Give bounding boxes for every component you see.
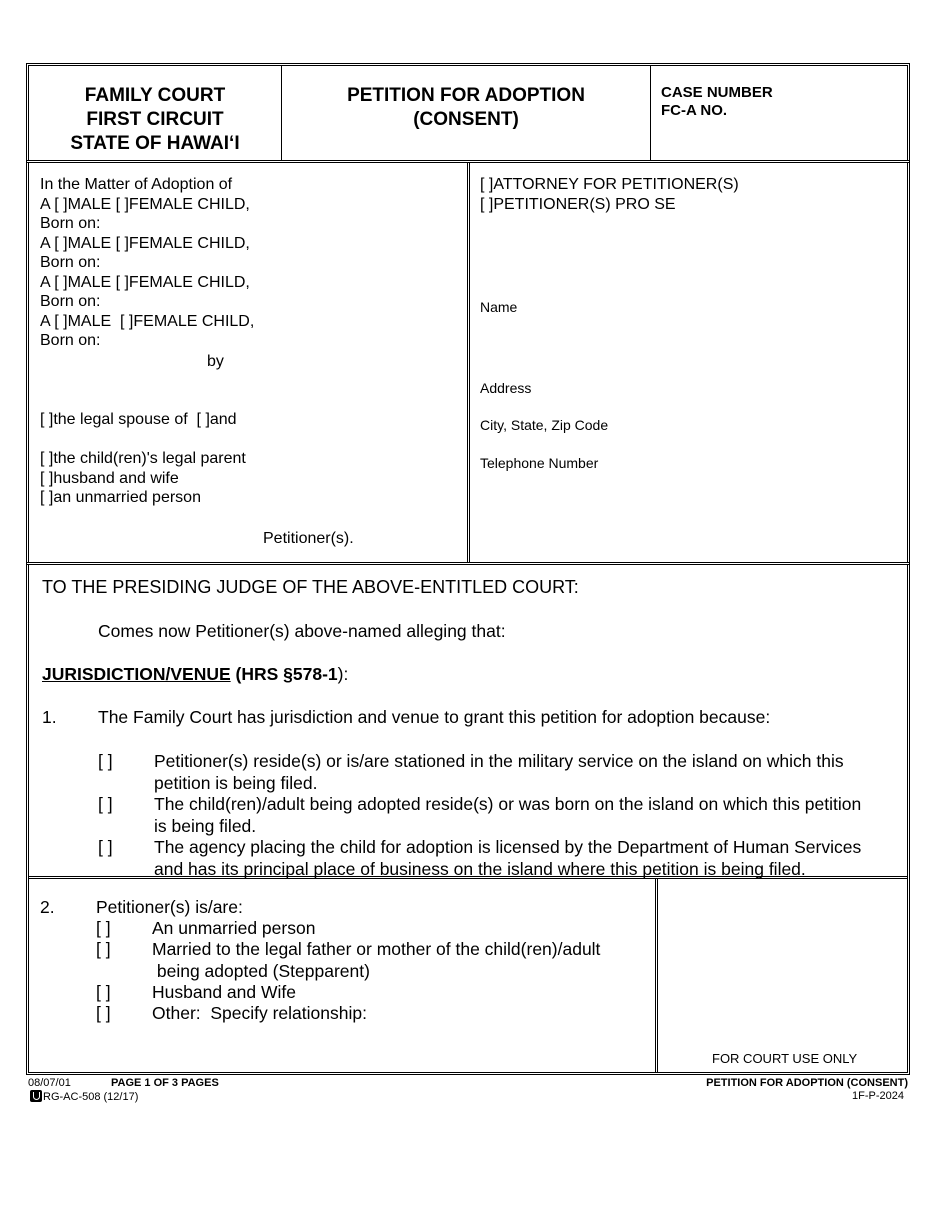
parent-option[interactable]: [ ]husband and wife xyxy=(40,469,179,487)
matter-line[interactable]: A [ ]MALE [ ]FEMALE CHILD, xyxy=(40,312,255,330)
name-field[interactable]: Name xyxy=(480,299,518,315)
matter-line[interactable]: Born on: xyxy=(40,254,101,271)
item-1-number: 1. xyxy=(42,707,57,727)
item-1-option-mark[interactable]: [ ] xyxy=(98,794,113,814)
case-number-label: CASE NUMBER xyxy=(661,84,773,101)
item-1-text: The Family Court has jurisdiction and venue to grant this petition for adoption because: xyxy=(98,707,771,727)
spouse-line[interactable]: [ ]the legal spouse of [ ]and xyxy=(40,411,237,428)
jurisdiction-heading-statute: (HRS §578-1 xyxy=(230,664,338,684)
telephone-field[interactable]: Telephone Number xyxy=(480,455,599,471)
attorney-option[interactable]: [ ]ATTORNEY FOR PETITIONER(S) xyxy=(480,176,739,193)
matter-line[interactable]: Born on: xyxy=(40,215,101,232)
item-1-option-mark[interactable]: [ ] xyxy=(98,837,113,857)
item-1-option-text xyxy=(154,794,861,837)
jurisdiction-heading xyxy=(42,664,348,686)
petitioners-label: Petitioner(s). xyxy=(263,530,354,547)
item-1-option-mark[interactable]: [ ] xyxy=(98,751,113,771)
item-2-option-text: Husband and Wife xyxy=(152,982,296,1002)
court-use-divider xyxy=(655,879,658,1072)
footer-page: PAGE 1 OF 3 PAGES xyxy=(111,1077,219,1089)
matter-line[interactable]: A [ ]MALE [ ]FEMALE CHILD, xyxy=(40,195,250,213)
court-name xyxy=(30,84,280,156)
footer-form-number-block xyxy=(30,1090,138,1104)
intro-text: Comes now Petitioner(s) above-named alleging that: xyxy=(98,621,506,641)
item-2-option-mark[interactable]: [ ] xyxy=(96,1003,111,1023)
form-title-line: (CONSENT) xyxy=(413,109,519,130)
matter-line[interactable]: Born on: xyxy=(40,293,101,310)
court-use-label: FOR COURT USE ONLY xyxy=(712,1051,858,1066)
address-field[interactable]: Address xyxy=(480,380,532,396)
accessibility-icon xyxy=(30,1090,42,1102)
header-divider-2 xyxy=(650,66,651,160)
parent-options xyxy=(40,449,246,508)
item-2-option-text xyxy=(152,939,600,982)
jurisdiction-heading-label: JURISDICTION/VENUE xyxy=(42,664,231,684)
option-line: petition is being filed. xyxy=(154,772,318,793)
city-state-zip-field[interactable]: City, State, Zip Code xyxy=(480,417,609,433)
matter-line[interactable]: Born on: xyxy=(40,332,101,349)
matter-block xyxy=(40,175,254,351)
case-no-field[interactable]: FC-A NO. xyxy=(661,102,728,119)
court-line: FIRST CIRCUIT xyxy=(86,109,224,130)
item-2-option-text: An unmarried person xyxy=(152,918,316,938)
court-line: FAMILY COURT xyxy=(84,85,226,106)
attorney-option[interactable]: [ ]PETITIONER(S) PRO SE xyxy=(480,195,676,213)
item-2-option-mark[interactable]: [ ] xyxy=(96,982,111,1002)
option-line: Petitioner(s) reside(s) or is/are stationed in the military service on the island on which this xyxy=(154,751,844,771)
matter-line: In the Matter of Adoption of xyxy=(40,176,233,193)
parent-option[interactable]: [ ]an unmarried person xyxy=(40,489,201,506)
option-line: is being filed. xyxy=(154,815,257,836)
case-number-block xyxy=(661,84,773,120)
court-line: STATE OF HAWAI‘I xyxy=(70,133,240,154)
matter-line[interactable]: A [ ]MALE [ ]FEMALE CHILD, xyxy=(40,273,250,291)
matter-line[interactable]: A [ ]MALE [ ]FEMALE CHILD, xyxy=(40,234,250,252)
option-line: being adopted (Stepparent) xyxy=(152,960,370,981)
attorney-options xyxy=(480,175,739,214)
form-title xyxy=(283,84,649,132)
item-1-option-text xyxy=(154,751,844,794)
option-line: The agency placing the child for adoption is licensed by the Department of Human Services xyxy=(154,837,862,857)
option-line: and has its principal place of business on the island where this petition is being filed. xyxy=(154,858,806,879)
item-2-option-text[interactable]: Other: Specify relationship: xyxy=(152,1003,367,1023)
item-2-text: Petitioner(s) is/are: xyxy=(96,897,243,917)
item-1-option-text xyxy=(154,837,861,880)
item-2-option-mark[interactable]: [ ] xyxy=(96,918,111,938)
footer-form-title: PETITION FOR ADOPTION (CONSENT) xyxy=(706,1077,908,1089)
item-2-option-mark[interactable]: [ ] xyxy=(96,939,111,959)
item-2-number: 2. xyxy=(40,897,55,917)
footer-date: 08/07/01 xyxy=(28,1077,71,1089)
footer-form-number: RG-AC-508 (12/17) xyxy=(43,1091,139,1103)
jurisdiction-heading-close: ): xyxy=(337,664,349,684)
option-line: The child(ren)/adult being adopted reside(s) or was born on the island on which this petition xyxy=(154,794,862,814)
by-label: by xyxy=(207,353,224,370)
parent-option[interactable]: [ ]the child(ren)'s legal parent xyxy=(40,450,246,467)
option-line: Married to the legal father or mother of the child(ren)/adult xyxy=(152,939,601,959)
header-divider-1 xyxy=(281,66,282,160)
salutation: TO THE PRESIDING JUDGE OF THE ABOVE-ENTITLED COURT: xyxy=(42,577,579,597)
caption-divider xyxy=(467,163,470,562)
form-title-line: PETITION FOR ADOPTION xyxy=(347,85,585,106)
footer-form-code: 1F-P-2024 xyxy=(852,1090,904,1102)
